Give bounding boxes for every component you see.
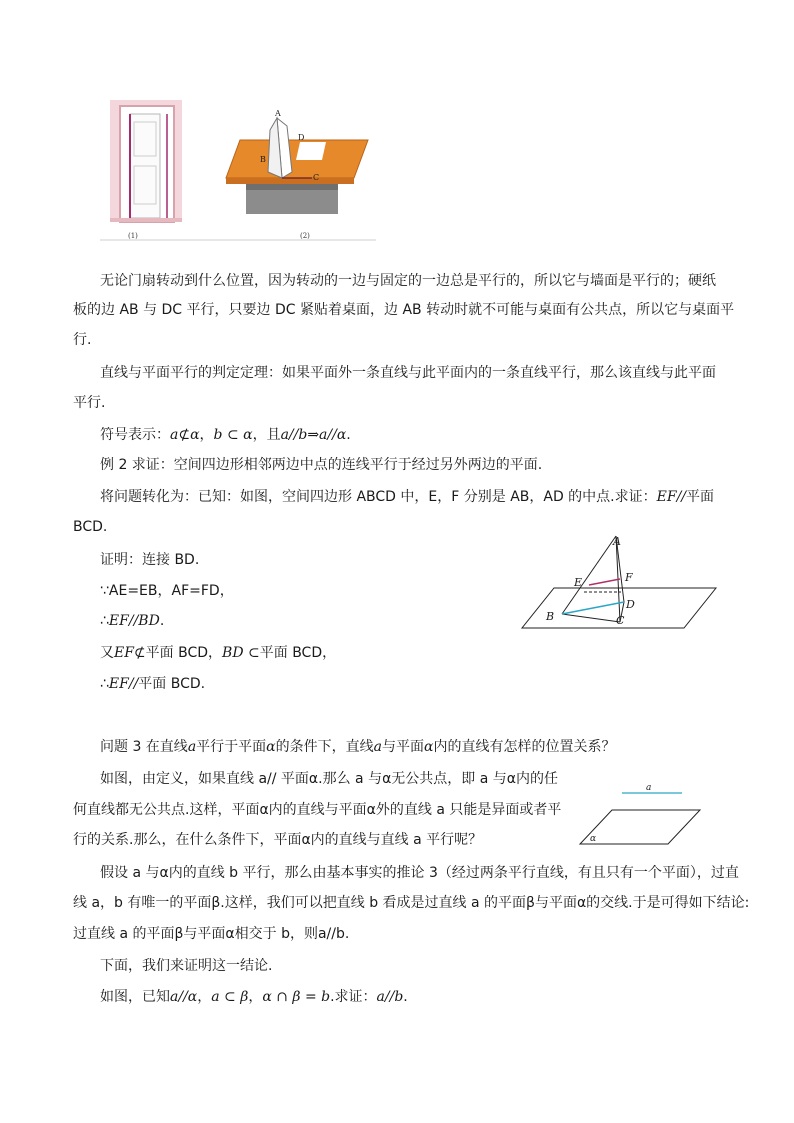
proof-end: 平面 BCD. [138, 676, 206, 692]
proof-text: 平面 BCD， [145, 645, 223, 661]
q3-text: 内的直线有怎样的位置关系？ [433, 739, 616, 755]
q3-text: 的条件下，直线 [275, 739, 374, 755]
q3-math: α [424, 739, 434, 755]
symbol-line [100, 426, 351, 445]
proof-line [100, 675, 205, 694]
theorem-text: 直线与平面平行的判定定理：如果平面外一条直线与此平面内的一条直线平行，那么该直线与此平面 [100, 365, 716, 381]
q3-text: 与平面 [382, 739, 424, 755]
symbol-sep: ，且 [252, 427, 281, 443]
paragraph-given [100, 988, 408, 1007]
given-text: ， [197, 989, 212, 1005]
plane-figure [578, 780, 708, 850]
edge-ab [562, 536, 616, 614]
convert-math: EF// [656, 489, 687, 505]
paragraph-assume: 线 a，b 有唯一的平面β.这样，我们可以把直线 b 看成是过直线 a 的平面β与平面α的交线.于是可得如下结论: [73, 895, 750, 911]
symbol-expr: a⊄α [170, 427, 200, 443]
proof-math: EF//BD [108, 613, 160, 629]
paragraph-assume: 过直线 a 的平面β与平面α相交于 b，则a//b. [73, 926, 350, 942]
label-line-a: a [646, 783, 652, 793]
label-b: B [260, 155, 266, 164]
proof-end: . [159, 613, 165, 629]
paragraph-assume: 假设 a 与α内的直线 b 平行，那么由基本事实的推论 3（经过两条平行直线，有且只有一个平面），过直 [100, 865, 739, 881]
vertex-e: E [574, 576, 583, 589]
segment-ef [589, 579, 620, 585]
convert-end: 平面 [686, 489, 715, 505]
paragraph-definition: 行的关系.那么，在什么条件下，平面α内的直线与直线 a 平行呢？ [73, 832, 483, 848]
proof-line: 证明：连接 BD. [100, 552, 200, 568]
door-board-figure [100, 100, 376, 246]
proof-math: EF⊄ [114, 645, 146, 661]
proof-math: EF// [108, 676, 139, 692]
proof-line: ∵AE=EB，AF=FD， [100, 583, 234, 599]
vertex-c: C [616, 614, 625, 627]
q3-math: a [187, 739, 197, 755]
given-text: . [403, 989, 408, 1005]
label-alpha: α [590, 834, 597, 844]
paragraph-door: 无论门扇转动到什么位置，因为转动的一边与固定的一边总是平行的，所以它与墙面是平行的；硬纸 [100, 273, 716, 289]
paragraph-door: 行. [73, 332, 92, 348]
given-text: .求证： [330, 989, 377, 1005]
label-d: D [298, 133, 305, 142]
convert-line [100, 488, 714, 507]
label-c: C [313, 173, 320, 182]
given-math: a ⊂ β [211, 989, 249, 1005]
vertex-a: A [613, 535, 621, 548]
symbol-sep: ， [199, 427, 214, 443]
vertex-b: B [546, 610, 555, 623]
paragraph-next: 下面，我们来证明这一结论. [100, 958, 273, 974]
given-math: a//α [170, 989, 198, 1005]
q3-math: α [266, 739, 276, 755]
paragraph-definition: 何直线都无公共点.这样，平面α内的直线与平面α外的直线 a 只能是异面或者平 [73, 802, 562, 818]
question-3 [100, 738, 615, 757]
caption-1: (1) [128, 232, 138, 240]
symbol-expr: b ⊂ α [213, 427, 253, 443]
paragraph-definition: 如图，由定义，如果直线 a// 平面α.那么 a 与α无公共点，即 a 与α内的任 [100, 771, 559, 787]
symbol-expr: a//b⇒a//α [280, 427, 347, 443]
edge-bd [562, 602, 624, 614]
symbol-suffix: . [346, 427, 351, 443]
proof-line [100, 612, 164, 631]
proof-symbol: ∴ [100, 613, 109, 629]
tetrahedron-figure [518, 528, 718, 632]
proof-math: BD ⊂ [222, 645, 260, 661]
theorem-text: 平行. [73, 395, 106, 411]
proof-text: 又 [100, 645, 114, 661]
convert-line-2: BCD. [73, 519, 108, 535]
caption-2: (2) [300, 232, 310, 240]
given-text: 如图，已知 [100, 989, 170, 1005]
proof-line [100, 644, 336, 663]
convert-text: 将问题转化为：已知：如图，空间四边形 ABCD 中，E，F 分别是 AB，AD 的中点.求证： [100, 489, 657, 505]
plane-alpha [580, 810, 700, 844]
given-math: a//b [376, 989, 404, 1005]
edge-bc [562, 614, 620, 622]
proof-text: 平面 BCD， [259, 645, 337, 661]
paragraph-door: 板的边 AB 与 DC 平行，只要边 DC 紧贴着桌面，边 AB 转动时就不可能与桌面有公共点，所以它与桌面平 [73, 302, 735, 318]
q3-math: a [373, 739, 382, 755]
vertex-f: F [625, 571, 633, 584]
given-text: ， [248, 989, 263, 1005]
q3-text: 问题 3 在直线 [100, 739, 188, 755]
example-2-title: 例 2 求证：空间四边形相邻两边中点的连线平行于经过另外两边的平面. [100, 457, 543, 473]
label-a: A [275, 109, 281, 118]
symbol-prefix: 符号表示： [100, 427, 170, 443]
q3-text: 平行于平面 [196, 739, 267, 755]
given-math: α ∩ β = b [262, 989, 331, 1005]
vertex-d: D [626, 598, 635, 611]
proof-symbol: ∴ [100, 676, 109, 692]
